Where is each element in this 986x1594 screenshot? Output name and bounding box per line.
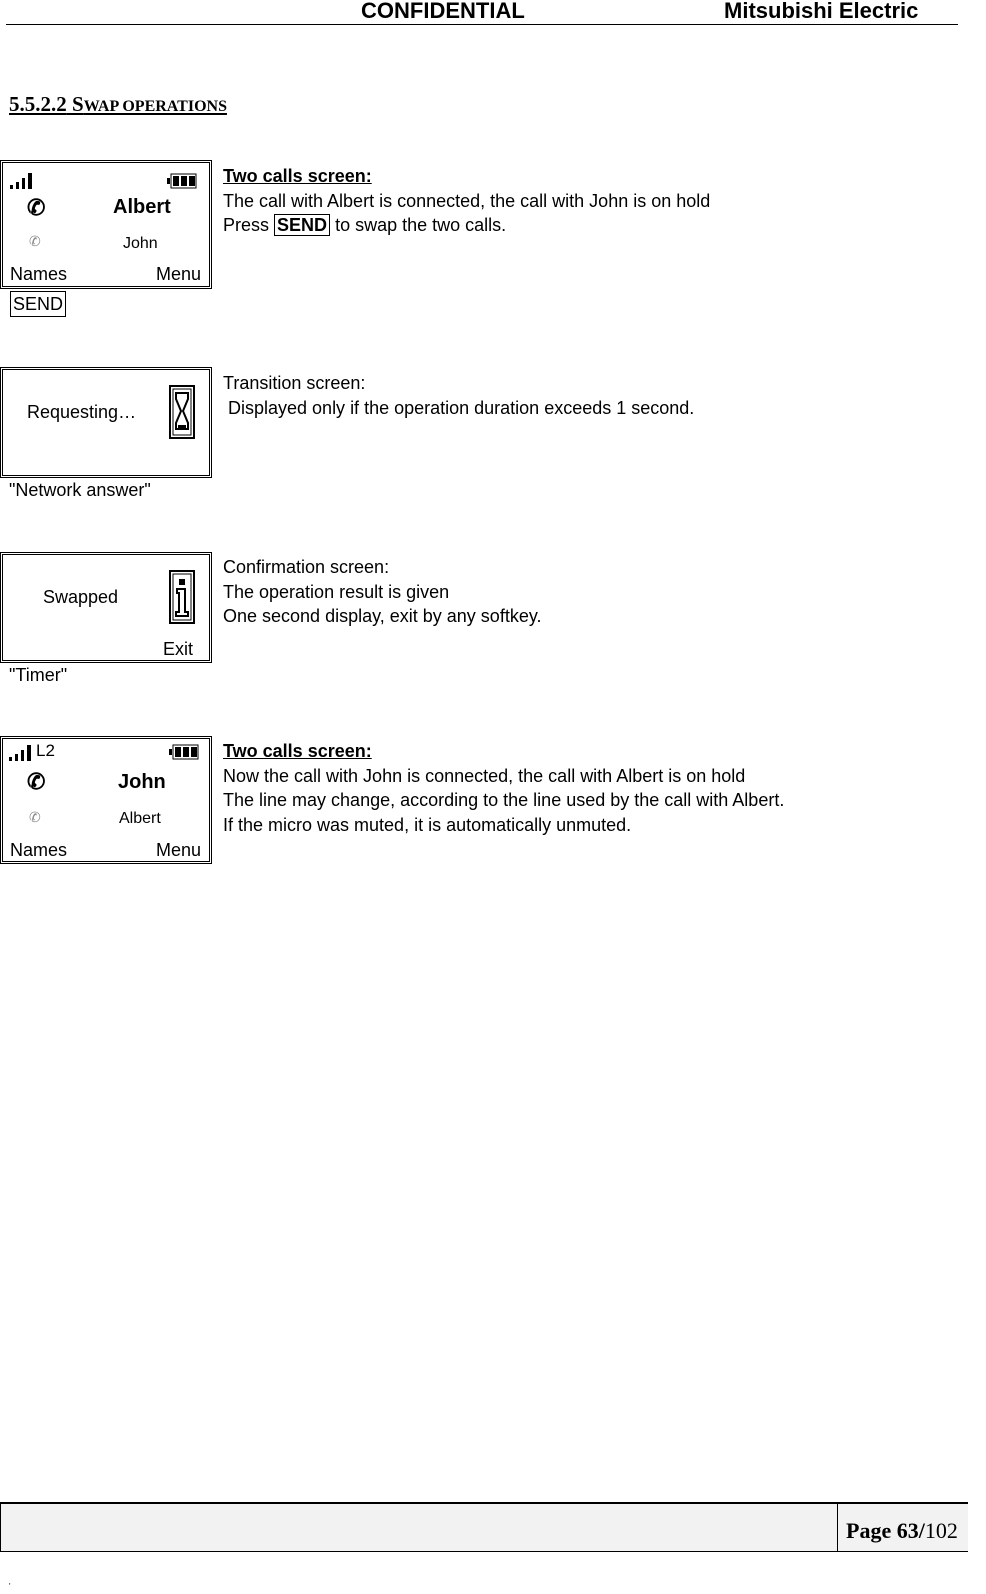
phone-held-icon: ✆ <box>29 233 41 249</box>
description-line <box>223 213 710 238</box>
phone-screen-swapped <box>0 552 212 663</box>
active-call-name: John <box>118 771 166 793</box>
line-label: L2 <box>36 741 55 760</box>
description-two-calls-swapped <box>223 739 784 837</box>
description-line: One second display, exit by any softkey. <box>223 606 542 626</box>
section-title <box>9 92 227 117</box>
battery-icon <box>167 173 197 189</box>
description-line: The line may change, according to the line used by the call with Albert. <box>223 790 785 810</box>
signal-icon <box>8 743 34 763</box>
description-confirmation <box>223 555 542 629</box>
phone-active-icon: ✆ <box>27 769 46 794</box>
phone-screen-two-calls <box>0 160 212 289</box>
description-title: Two calls screen: <box>223 166 372 186</box>
swap-instruction: to swap the two calls. <box>335 215 507 235</box>
section-title-initial: S <box>72 92 84 116</box>
softkey-names: Names <box>10 264 68 284</box>
info-icon <box>169 570 197 626</box>
page-number <box>837 1504 969 1552</box>
page-total: 102 <box>924 1518 958 1543</box>
signal-icon <box>9 171 35 191</box>
timer-caption: "Timer" <box>9 665 68 685</box>
softkey-menu: Menu <box>156 264 202 284</box>
description-line: The call with Albert is connected, the call with John is on hold <box>223 190 711 211</box>
softkey-menu: Menu <box>156 840 202 860</box>
phone-held-icon: ✆ <box>29 809 41 825</box>
held-call-name: Albert <box>119 810 161 827</box>
page-header <box>6 0 958 25</box>
network-answer-caption: "Network answer" <box>9 480 151 500</box>
softkey-names: Names <box>10 840 68 860</box>
send-keycap: SEND <box>274 214 330 236</box>
phone-screen-two-calls-swapped <box>0 736 212 864</box>
held-call-name: John <box>123 235 158 252</box>
description-title: Two calls screen: <box>223 741 372 761</box>
description-two-calls <box>223 164 710 238</box>
section-title-rest: WAP OPERATIONS <box>83 98 227 115</box>
confidential-label: CONFIDENTIAL <box>361 0 525 23</box>
description-line: Displayed only if the operation duration exceeds 1 second. <box>228 397 695 418</box>
swapped-text: Swapped <box>43 587 119 607</box>
page-label: Page 63/ <box>846 1518 925 1543</box>
description-line: Now the call with John is connected, the call with Albert is on hold <box>223 765 746 786</box>
description-line: If the micro was muted, it is automatically unmuted. <box>223 814 632 835</box>
description-line: The operation result is given <box>223 581 450 602</box>
active-call-name: Albert <box>113 196 171 218</box>
hourglass-icon <box>169 385 197 441</box>
company-name: Mitsubishi Electric <box>724 0 919 23</box>
footer-mark: ' <box>9 1582 11 1591</box>
requesting-text: Requesting… <box>27 402 137 422</box>
battery-icon <box>169 744 199 760</box>
description-title: Transition screen: <box>223 373 366 393</box>
press-label: Press <box>223 215 270 235</box>
phone-screen-requesting <box>0 367 212 478</box>
phone-active-icon: ✆ <box>27 195 46 220</box>
send-key: SEND <box>10 291 66 317</box>
description-title: Confirmation screen: <box>223 557 390 577</box>
page-footer <box>0 1502 968 1552</box>
softkey-exit: Exit <box>163 639 194 659</box>
description-transition <box>223 371 694 420</box>
section-number: 5.5.2.2 <box>9 92 67 116</box>
